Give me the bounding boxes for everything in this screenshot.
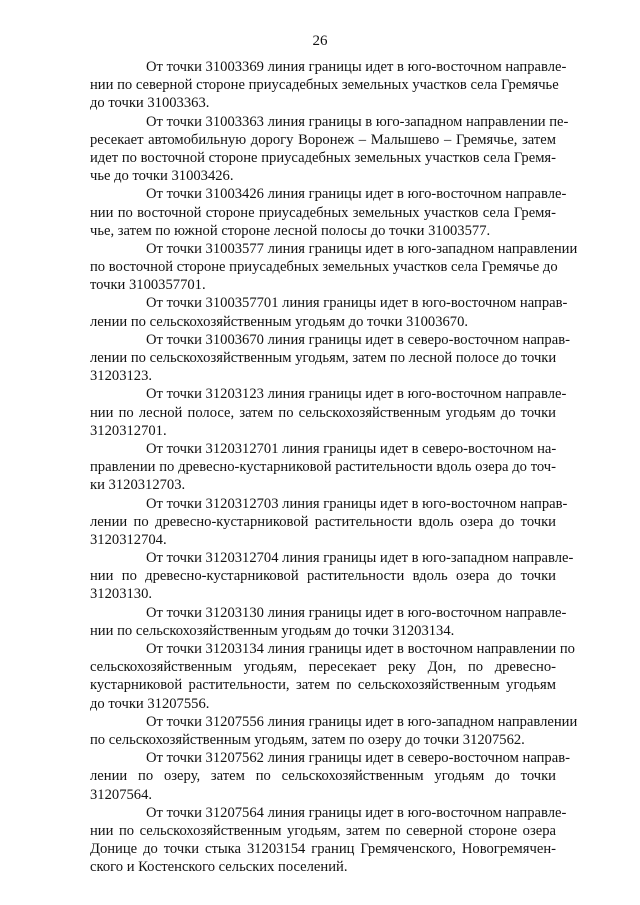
paragraph-line: От точки 31203134 линия границы идет в восточном направлении по (146, 641, 575, 657)
paragraph (90, 185, 567, 240)
paragraph-line: нии по северной стороне приусадебных земельных участков села Гремячье (90, 77, 559, 94)
paragraph-line: лении по древесно-кустарниковой растительности вдоль озера до точки (90, 513, 556, 530)
paragraph-line: От точки 31207562 линия границы идет в северо-восточном направ- (146, 750, 570, 767)
paragraph-line: ки 3120312703. (90, 477, 186, 494)
paragraph-line: нии по лесной полосе, затем по сельскохозяйственным угодьям до точки (90, 404, 556, 421)
paragraph-line: 31203130. (90, 586, 153, 603)
paragraph-line: лении по сельскохозяйственным угодьям, затем по лесной полосе до точки (90, 350, 557, 366)
paragraph-line: ресекает автомобильную дорогу Воронеж – Малышево – Гремячье, затем (90, 131, 556, 148)
paragraph (90, 804, 567, 877)
paragraph (90, 113, 569, 186)
paragraph (90, 58, 567, 113)
paragraph-line: От точки 31207564 линия границы идет в юго-восточном направле- (146, 804, 567, 821)
paragraph-line: От точки 3120312704 линия границы идет в юго-западном направле- (146, 550, 574, 567)
paragraph-line: От точки 31203123 линия границы идет в юго-восточном направле- (146, 386, 567, 403)
paragraph (90, 604, 567, 640)
paragraph-line: От точки 31203130 линия границы идет в юго-восточном направле- (146, 604, 567, 621)
paragraph-line: чье, затем по южной стороне лесной полосы до точки 31003577. (90, 222, 491, 239)
paragraph-line: кустарниковой растительности, затем по сельскохозяйственным угодьям (90, 677, 556, 694)
paragraph-line: 31203123. (90, 368, 153, 385)
paragraph-line: до точки 31207556. (90, 695, 210, 712)
paragraph-line: лении по сельскохозяйственным угодьям до точки 31003670. (90, 313, 469, 330)
paragraph (90, 749, 570, 804)
paragraph-line: по восточной стороне приусадебных земельных участков села Гремячье до (90, 259, 558, 276)
paragraph-line: правлении по древесно-кустарниковой растительности вдоль озера до точ- (90, 459, 556, 476)
paragraph-line: 3120312701. (90, 422, 167, 439)
paragraph (90, 385, 567, 440)
paragraph-line: ского и Костенского сельских поселений. (90, 859, 348, 876)
paragraph-line: лении по озеру, затем по сельскохозяйственным угодьям до точки (90, 768, 556, 785)
paragraph-line: 3120312704. (90, 531, 167, 548)
paragraph (90, 713, 578, 749)
paragraph-line: От точки 31003369 линия границы идет в юго-восточном направле- (146, 59, 567, 75)
paragraph-line: сельскохозяйственным угодьям, пересекает реку Дон, по древесно- (90, 659, 556, 676)
paragraph (90, 640, 575, 713)
paragraph-line: От точки 31003426 линия границы идет в юго-восточном направле- (146, 186, 567, 203)
paragraph-line: От точки 3120312701 линия границы идет в северо-восточном на- (146, 440, 557, 457)
paragraph-line: От точки 3120312703 линия границы идет в юго-восточном направ- (146, 495, 568, 512)
paragraph (90, 240, 578, 295)
paragraph-line: идет по восточной стороне приусадебных земельных участков села Гремя- (90, 149, 556, 166)
document-body (90, 58, 578, 876)
paragraph-line: по сельскохозяйственным угодьям, затем по озеру до точки 31207562. (90, 731, 525, 748)
paragraph-line: точки 3100357701. (90, 277, 206, 294)
paragraph-line: 31207564. (90, 786, 153, 803)
paragraph-line: От точки 31207556 линия границы идет в юго-западном направлении (146, 713, 578, 730)
paragraph-line: Донице до точки стыка 31203154 границ Гремяченского, Новогремячен- (90, 841, 556, 858)
paragraph-line: чье до точки 31003426. (90, 168, 234, 185)
paragraph-line: до точки 31003363. (90, 95, 210, 112)
paragraph-line: нии по древесно-кустарниковой растительности вдоль озера до точки (90, 568, 556, 585)
paragraph-line: От точки 31003577 линия границы идет в юго-западном направлении (146, 240, 578, 257)
paragraph-line: нии по сельскохозяйственным угодьям до точки 31203134. (90, 622, 455, 639)
paragraph (90, 294, 568, 330)
paragraph-line: нии по сельскохозяйственным угодьям, затем по северной стороне озера (90, 822, 556, 839)
paragraph-line: нии по восточной стороне приусадебных земельных участков села Гремя- (90, 204, 556, 221)
page-number: 26 (312, 33, 328, 49)
paragraph (90, 331, 570, 386)
paragraph-line: От точки 31003670 линия границы идет в северо-восточном направ- (146, 331, 570, 348)
paragraph (90, 549, 574, 604)
paragraph-line: От точки 31003363 линия границы в юго-западном направлении пе- (146, 113, 569, 130)
paragraph (90, 495, 568, 550)
paragraph (90, 440, 556, 495)
paragraph-line: От точки 3100357701 линия границы идет в юго-восточном направ- (146, 295, 568, 312)
